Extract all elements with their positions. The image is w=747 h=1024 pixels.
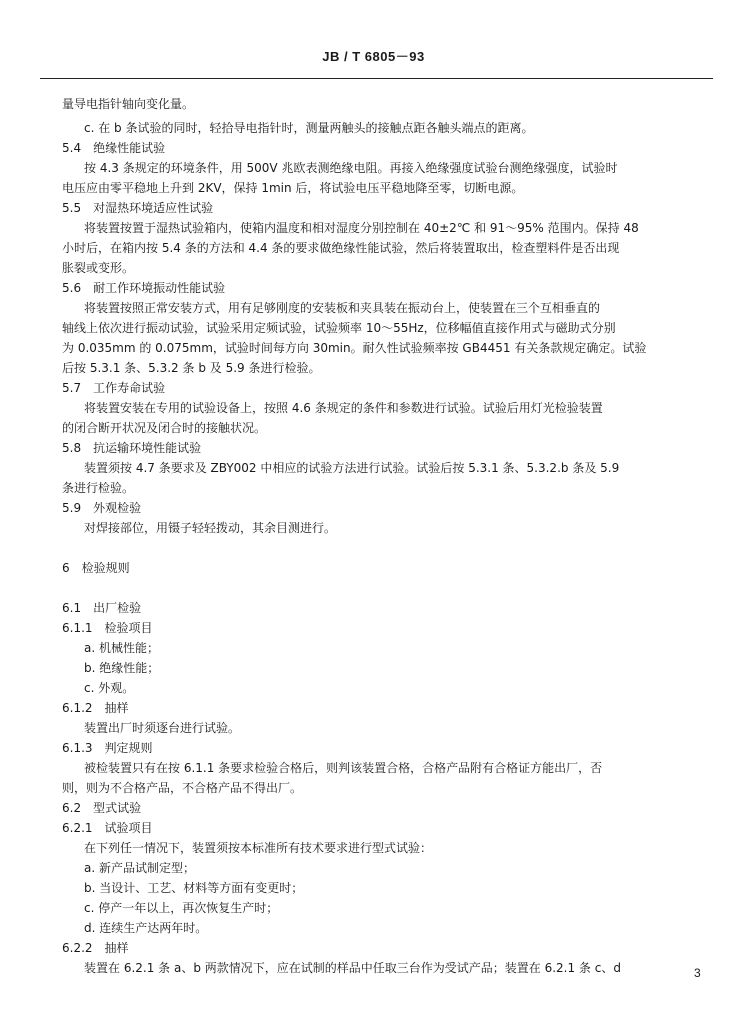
- text-line: 轴线上依次进行振动试验，试验采用定频试验，试验频率 10～55Hz，位移幅值直接作用式与磁助式分别: [62, 321, 616, 335]
- section-heading-6-2-1: 6.2.1 试验项目: [62, 821, 153, 835]
- section-heading-5-4: 5.4 绝缘性能试验: [62, 141, 166, 155]
- text-line: 将装置按置于湿热试验箱内，使箱内温度和相对湿度分别控制在 40±2℃ 和 91～95% 范围内。保持 48: [84, 221, 639, 235]
- list-item: a. 新产品试制定型；: [84, 861, 195, 875]
- text-line: 则，则为不合格产品，不合格产品不得出厂。: [62, 781, 303, 795]
- text-line: 将装置安装在专用的试验设备上，按照 4.6 条规定的条件和参数进行试验。试验后用灯光检验装置: [84, 401, 603, 415]
- text-line: 被检装置只有在按 6.1.1 条要求检验合格后，则判该装置合格，合格产品附有合格证方能出厂，否: [84, 761, 603, 775]
- text-line: c. 在 b 条试验的同时，轻拾导电指针时，测量两触头的接触点距各触头端点的距离。: [84, 121, 534, 135]
- section-heading-6-1: 6.1 出厂检验: [62, 601, 142, 615]
- section-heading-5-5: 5.5 对湿热环境适应性试验: [62, 201, 214, 215]
- text-line: 对焊接部位，用镊子轻轻拨动，其余目测进行。: [84, 521, 337, 535]
- section-heading-6-1-2: 6.1.2 抽样: [62, 701, 129, 715]
- list-item: b. 当设计、工艺、材料等方面有变更时；: [84, 881, 304, 895]
- text-line: 为 0.035mm 的 0.075mm，试验时间每方向 30min。耐久性试验频率按 GB4451 有关条款规定确定。试验: [62, 341, 647, 355]
- list-item: b. 绝缘性能；: [84, 661, 160, 675]
- list-item: c. 停产一年以上，再次恢复生产时；: [84, 901, 279, 915]
- text-line: 在下列任一情况下，装置须按本标准所有技术要求进行型式试验：: [84, 841, 433, 855]
- list-item: a. 机械性能；: [84, 641, 159, 655]
- text-line: 量导电指针轴向变化量。: [62, 97, 195, 111]
- text-line: 装置在 6.2.1 条 a、b 两款情况下，应在试制的样品中任取三台作为受试产品；装置在 6.2.1 条 c、d: [84, 961, 621, 975]
- section-heading-6-1-3: 6.1.3 判定规则: [62, 741, 153, 755]
- chapter-heading-6: 6 检验规则: [62, 561, 130, 575]
- list-item: d. 连续生产达两年时。: [84, 921, 208, 935]
- section-heading-5-8: 5.8 抗运输环境性能试验: [62, 441, 202, 455]
- text-line: 小时后，在箱内按 5.4 条的方法和 4.4 条的要求做绝缘性能试验，然后将装置取出，检查塑料件是否出现: [62, 241, 620, 255]
- section-heading-6-2-2: 6.2.2 抽样: [62, 941, 129, 955]
- text-line: 胀裂或变形。: [62, 261, 135, 275]
- text-line: 电压应由零平稳地上升到 2KV，保持 1min 后，将试验电压平稳地降至零，切断电源。: [62, 181, 524, 195]
- text-line: 装置出厂时须逐台进行试验。: [84, 721, 241, 735]
- list-item: c. 外观。: [84, 681, 135, 695]
- section-heading-5-7: 5.7 工作寿命试验: [62, 381, 166, 395]
- text-line: 将装置按照正常安装方式，用有足够刚度的安装板和夹具装在振动台上，使装置在三个互相垂直的: [84, 301, 601, 315]
- header-rule: [40, 78, 713, 79]
- text-line: 后按 5.3.1 条、5.3.2 条 b 及 5.9 条进行检验。: [62, 361, 321, 375]
- section-heading-5-6: 5.6 耐工作环境振动性能试验: [62, 281, 226, 295]
- page-number: 3: [694, 966, 701, 980]
- section-heading-5-9: 5.9 外观检验: [62, 501, 142, 515]
- text-line: 装置须按 4.7 条要求及 ZBY002 中相应的试验方法进行试验。试验后按 5.3.1 条、5.3.2.b 条及 5.9: [84, 461, 620, 475]
- text-line: 条进行检验。: [62, 481, 135, 495]
- section-heading-6-1-1: 6.1.1 检验项目: [62, 621, 153, 635]
- text-line: 的闭合断开状况及闭合时的接触状况。: [62, 421, 267, 435]
- standard-number-header: JB / T 6805－93: [322, 49, 425, 64]
- text-line: 按 4.3 条规定的环境条件，用 500V 兆欧表测绝缘电阻。再接入绝缘强度试验台测绝缘强度，试验时: [84, 161, 618, 175]
- section-heading-6-2: 6.2 型式试验: [62, 801, 142, 815]
